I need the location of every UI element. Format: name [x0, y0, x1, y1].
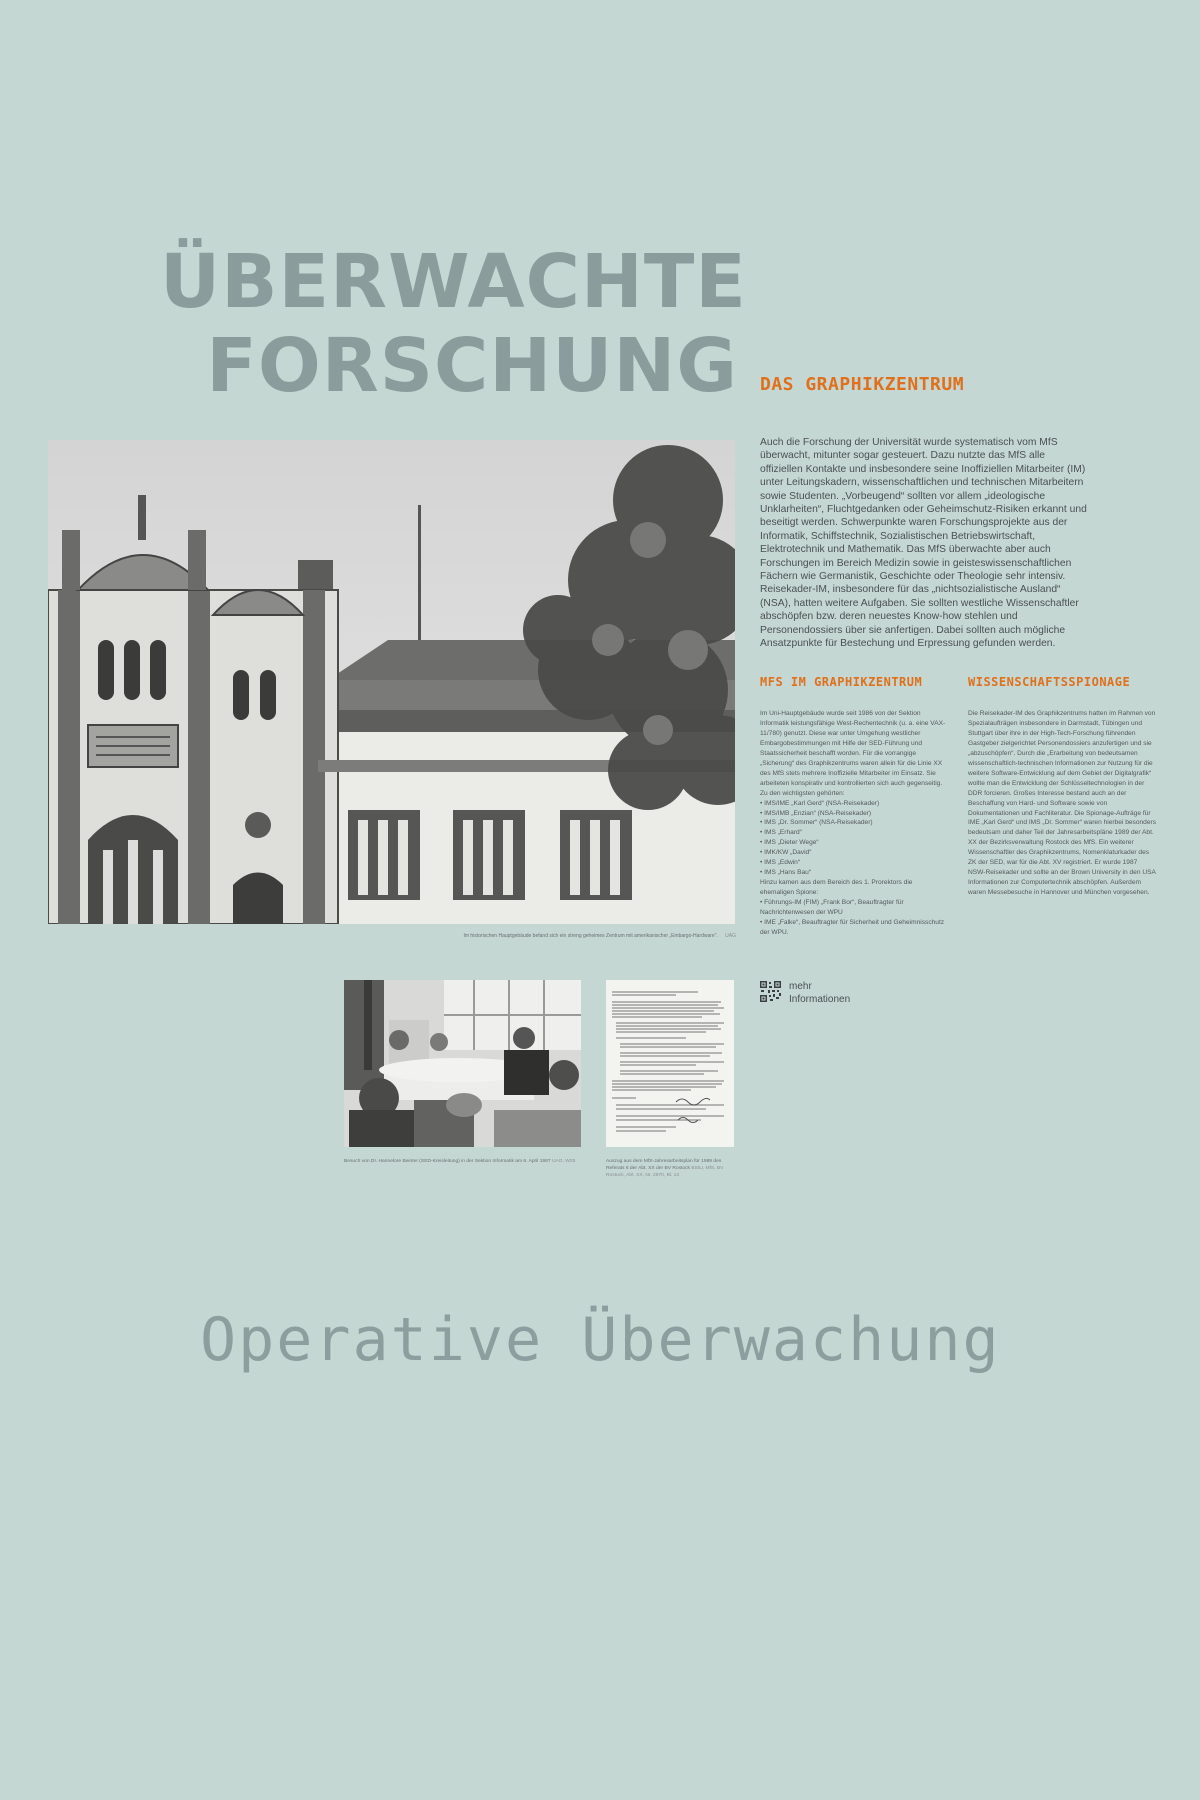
stamp-title: Operative Überwachung [200, 1305, 1001, 1375]
column-heading-mfs: MFS IM GRAPHIKZENTRUM [760, 675, 923, 689]
column-spionage-text: Die Reisekader-IM des Graphikzentrums hatten im Rahmen von Spezialaufträgen insbesondere in Darmstadt, Tübingen und Stuttgart über ihre in der High-Tech-Forschung führenden Gastgeber zielgerichtet Personendossiers anzufertigen und sie „abzuschöpfen“. Durch die „Erarbeitung von bedeutsamen wissenschaftlich-technischen Informationen zur Nutzung für die weitere Software-Entwicklung auf dem Gebiet der Digitalgrafik“ wollte man die Entwicklung der Schlüsseltechnologien in der DDR forcieren. Großes Interesse bestand auch an der Beschaffung von Hard- und Software sowie von Dokumentationen und Fachliteratur. Die Spionage-Aufträge für IME „Karl Gerd“ und IMS „Dr. Sommer“ waren hierbei besonders bedeutsam und daher Teil der Jahresarbeitspläne 1989 der Abt. XX der Bezirksverwaltung Rostock des MfS. Ein weiterer Wissenschaftler des Graphikzentrums, Nomenklaturkader des ZK der SED, war für die Abt. XV registriert. Er wurde 1987 NSW-Reisekader und sollte an der Brown University in den USA Informationen zur Computertechnik abschöpfen. Außerdem waren Messebesuche in Hannover und München vorgesehen. [968, 710, 1156, 897]
list-item: • IMS „Dr. Sommer“ (NSA-Reisekader) [760, 819, 873, 827]
caption-source: BStU, MfS, BV Rostock, Abt. XX, Nr. 2970, Bl. 13 [606, 1166, 724, 1178]
list-item: • IMS „Erhard“ [760, 829, 802, 837]
list-item: • Führungs-IM (FIM) „Frank Bor“, Beauftragter für Nachrichtenwesen der WPU [760, 899, 904, 917]
list-item: • IME „Falke“, Beauftragter für Sicherheit und Geheimnisschutz der WPU. [760, 919, 945, 936]
caption-text: Im historischen Hauptgebäude befand sich ein streng geheimes Zentrum mit amerikanischer „Embargo-Hardware“. [463, 933, 718, 939]
list-item: • IMK/KW „David“ [760, 849, 812, 857]
list-item: • IMS „Hans Bau“ [760, 869, 812, 877]
list-item: • IMS „Edwin“ [760, 859, 801, 867]
list-item: • IMS „Dieter Wege“ [760, 839, 819, 847]
more-info-line-2: Informationen [789, 994, 851, 1005]
document-scan [606, 980, 734, 1147]
spy-list [760, 898, 948, 938]
caption-source: UAG, W25 [551, 1159, 576, 1164]
main-photo-caption [300, 933, 736, 939]
intro-text: Auch die Forschung der Universität wurde systematisch vom MfS überwacht, mitunter sogar gesteuert. Dazu nutzte das MfS alle offiziellen Kontakte und insbesondere seine Inoffiziellen Mitarbeiter (IM) unter Leitungskadern, wissenschaftlichen und technischen Mitarbeitern sowie Studenten. „Vorbeugend“ sollten vor allem „ideologische Unklarheiten“, Fluchtgedanken oder Geheimschutz-Risiken erkannt und beseitigt werden. Schwerpunkte waren Forschungsprojekte aus der Informatik, Schiffstechnik, Sozialistischen Betriebswirtschaft, Elektrotechnik und Mathematik. Das MfS überwachte aber auch Forschungen im Bereich Medizin sowie in geisteswissenschaftlichen Fächern wie Germanistik, Geschichte oder Theologie sehr intensiv. Reisekader-IM, insbesondere für das „nichtsozialistische Ausland“ (NSA), hatten weitere Aufgaben. Sie sollten westliche Wissenschaftler abschöpfen bzw. deren neuestes Know-how stehlen und Personendossiers über sie anfertigen. Dabei sollten auch mögliche Ansatzpunkte für Bestechung und Erpressung gefunden werden. [760, 437, 1087, 650]
meeting-photo-caption [344, 1158, 584, 1165]
qr-code-icon[interactable] [760, 981, 781, 1002]
more-info-link[interactable] [789, 980, 850, 1006]
page-title [160, 239, 747, 409]
document-caption [606, 1158, 736, 1179]
column-mfs-text: Im Uni-Hauptgebäude wurde seit 1986 von der Sektion Informatik leistungsfähige West-Rechentechnik (u. a. eine VAX-11/780) genutzt. Diese war unter Umgehung westlicher Embargobestimmungen mit Hilfe der SED-Führung und Staatssicherheit beschafft worden. Für die vorrangige „Sicherung“ des Graphikzentrums waren allein für die Linie XX des MfS stets mehrere Inoffizielle Mitarbeiter im Einsatz. Sie arbeiteten konspirativ und kontrollierten sich auch gegenseitig. Zu den wichtigsten gehörten: [760, 710, 946, 797]
list-item: • IMS/IME „Karl Gerd“ (NSA-Reisekader) [760, 799, 880, 807]
column-heading-spionage: WISSENSCHAFTSSPIONAGE [968, 675, 1131, 689]
column-mfs-text-2: Hinzu kamen aus dem Bereich des 1. Prorektors die ehemaligen Spione: [760, 879, 913, 897]
section-title: DAS GRAPHIKZENTRUM [760, 374, 965, 395]
main-photo-building [48, 440, 735, 924]
column-spionage [968, 709, 1156, 898]
title-line-2: FORSCHUNG [206, 323, 738, 409]
column-mfs [760, 709, 948, 938]
list-item: • IMS/IMB „Enzian“ (NSA-Reisekader) [760, 809, 872, 817]
more-info-line-1: mehr [789, 981, 812, 992]
meeting-photo [344, 980, 581, 1147]
caption-text: Auszug aus dem MfS-Jahresarbeitsplan für 1989 des Referats 6 der Abt. XX der BV Rostock [606, 1159, 722, 1171]
caption-text: Besuch von Dr. Hannelore Beinter (SED-Kreisleitung) in der Sektion Informatik am 6. April 1987 [344, 1159, 551, 1164]
im-list [760, 799, 948, 879]
caption-source: UAG [725, 933, 736, 939]
title-line-1: ÜBERWACHTE [160, 239, 747, 325]
